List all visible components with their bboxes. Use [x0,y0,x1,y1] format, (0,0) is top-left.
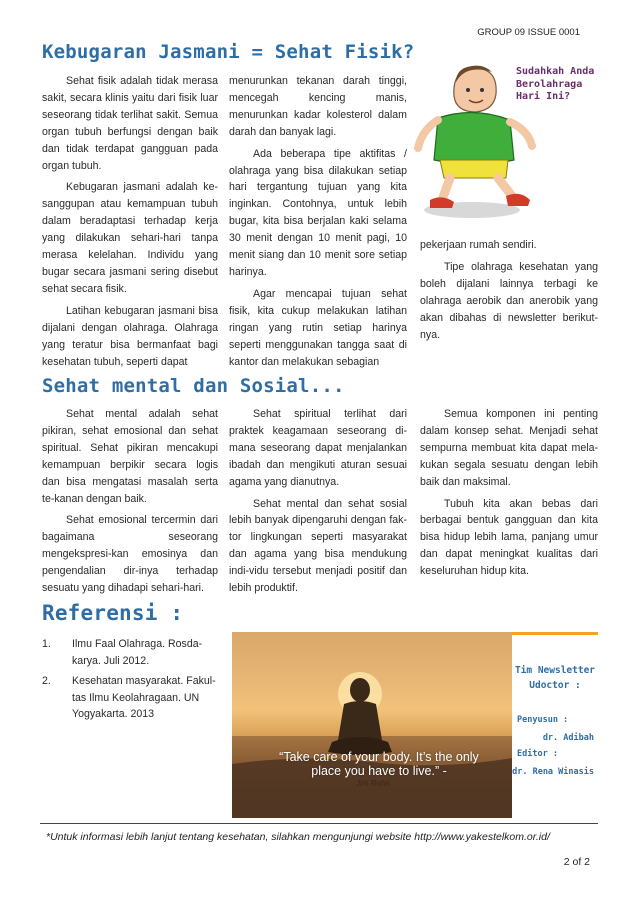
penyusun-name: dr. Adibah [542,733,594,743]
section-title-mental: Sehat mental dan Sosial... [42,375,345,397]
paragraph: menurunkan tekanan darah tinggi, mencegah kencing manis, menurunkan kadar kolesterol dalam darah dan banyak lagi. [229,75,407,138]
paragraph: Kebugaran jasmani adalah ke-sanggupan atau kemampuan tubuh dalam beradaptasi terhadap kerja yang dilakukan sehari-hari tanpa merasa kelelahan. Individu yang bugar secara jasmani sering disebut sehat secara fisik. [42,181,218,295]
paragraph: Sehat mental dan sehat sosial lebih banyak dipengaruhi dengan fak-tor lingkungan seperti masyarakat dan agama yang bisa mendukung indi-vidu tersebut menjadi positif dan lebih produktif. [229,497,407,595]
ref-number: 1. [42,638,51,650]
paragraph: Sehat spiritual terlihat dari praktek keagamaan seseorang di-mana seseorang dapat menjalankan ibadah dan mengikuti aturan sesuai agama yang dianutnya. [229,408,407,488]
section-title-fisik: Kebugaran Jasmani = Sehat Fisik? [42,41,415,63]
section1-column-1 [42,73,218,375]
page-number: 2 of 2 [563,856,590,868]
list-item [42,673,222,723]
sunset-photo [232,632,512,818]
editor-name: dr. Rena Winasis [512,767,594,777]
section1-column-2 [229,73,407,375]
illustration-caption: Sudahkah Anda Berolahraga Hari Ini? [516,66,595,102]
issue-label: GROUP 09 ISSUE 0001 [477,27,580,38]
section2-column-2 [229,406,407,602]
meditation-silhouette-icon [232,632,512,818]
team-title: Tim Newsletter Udoctor : [514,665,596,691]
paragraph: Sehat mental adalah sehat pikiran, sehat emosional dan sehat spiritual. Sehat pikiran mencakupi kemampuan berpikir secara logis dan bisa mengatasi masalah serta te-kanan dengan baik. [42,408,218,505]
list-item [42,636,222,669]
photo-quote-author: Jim Rohn [356,779,390,788]
photo-quote: “Take care of your body. It’s the only place you have to live.” - [279,750,479,778]
editor-label: Editor : [517,749,558,759]
ref-text: Kesehatan masyarakat. Fakul-tas Ilmu Keolahragaan. UN Yogyakarta. 2013 [72,675,216,720]
footer-divider [40,823,598,824]
paragraph: Agar mencapai tujuan sehat fisik, kita cukup melakukan latihan ringan yang rutin setiap harinya seperti menggunakan tangga saat di kantor dan melakukan sebagian [229,287,407,368]
penyusun-label: Penyusun : [517,715,569,725]
paragraph: Tipe olahraga kesehatan yang boleh dijalani lainnya terbagi ke olahraga aerobik dan anerobik yang akan dibahas di newsletter berikut-nya. [420,260,598,341]
references-title: Referensi : [42,601,184,625]
newsletter-team-box [512,632,598,818]
paragraph: pekerjaan rumah sendiri. [420,239,537,251]
paragraph: Semua komponen ini penting dalam konsep sehat. Menjadi sehat sempurna membuat kita dapat mela-kukan segala sesuatu dengan lebih baik dan maksimal. [420,408,598,488]
paragraph: Latihan kebugaran jasmani bisa dijalani dengan olahraga. Olahraga yang teratur bisa bermanfaat bagi kesehatan tubuh, seperti dapat [42,304,218,368]
paragraph: Ada beberapa tipe aktifitas / olahraga yang bisa dilakukan setiap hari tergantung tujuan yang kita inginkan. Contohnya, untuk lebih bugar, kita bisa berjalan kaki selama 30 menit dengan 10 menit pagi, 10 menit siang dan 10 menit sore setiap harinya. [229,147,407,278]
ref-text: Ilmu Faal Olahraga. Rosda-karya. Juli 2012. [72,638,203,667]
footer-note: *Untuk informasi lebih lanjut tentang kesehatan, silahkan mengunjungi website http://www.yakestelkom.or.id/ [46,831,550,843]
paragraph: Tubuh kita akan bebas dari berbagai bentuk gangguan dan kita bisa hidup lebih lama, panjang umur dan dapat meningkat kualitas dari keseluruhan hidup kita. [420,497,598,578]
paragraph: Sehat emosional tercermin dari bagaimana seseorang mengekspresi-kan emosinya dan pengendalian dir-inya terhadap sesuatu yang dihadapi sehari-hari. [42,514,218,595]
section1-column-3 [420,237,598,348]
references-list [42,636,222,727]
exercise-illustration [414,60,604,230]
section2-column-1 [42,406,218,602]
ref-number: 2. [42,675,51,687]
section2-column-3 [420,406,598,585]
paragraph: Sehat fisik adalah tidak merasa sakit, secara klinis yaitu dari fisik luar seseorang tidak terlihat sakit. Semua organ tubuh berfungsi dengan baik dan tidak terdapat gangguan pada organ tubuh. [42,75,218,172]
